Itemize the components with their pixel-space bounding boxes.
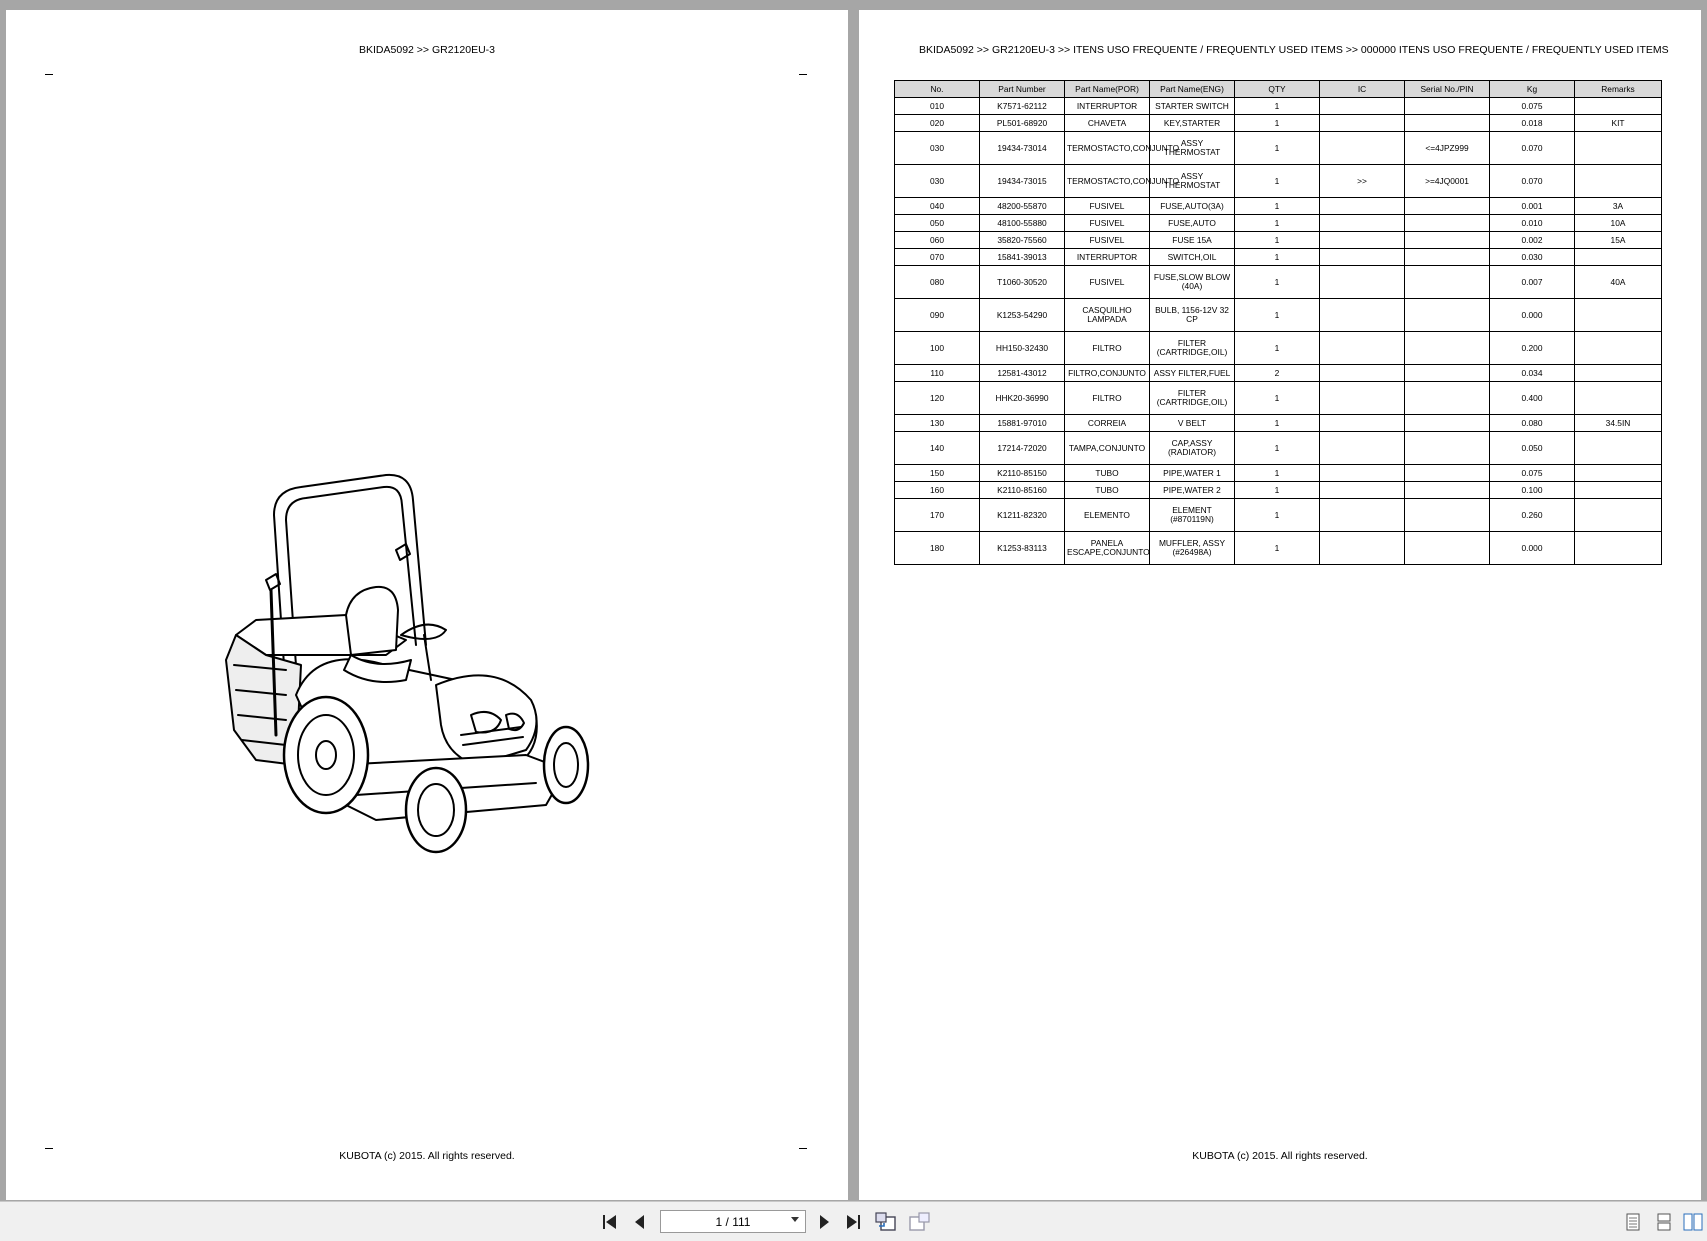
table-row: [895, 249, 1662, 266]
table-cell: ELEMENT (#870119N): [1150, 499, 1235, 532]
table-cell: 020: [895, 115, 980, 132]
table-cell: [1575, 465, 1662, 482]
table-cell: 0.400: [1490, 382, 1575, 415]
table-cell: 1: [1235, 98, 1320, 115]
column-header: Part Name(POR): [1065, 81, 1150, 98]
table-cell: FUSE 15A: [1150, 232, 1235, 249]
table-cell: 15881-97010: [980, 415, 1065, 432]
table-cell: BULB, 1156-12V 32 CP: [1150, 299, 1235, 332]
table-cell: [1575, 532, 1662, 565]
table-cell: 1: [1235, 249, 1320, 266]
column-header: Part Name(ENG): [1150, 81, 1235, 98]
table-cell: 48100-55880: [980, 215, 1065, 232]
table-cell: 0.000: [1490, 299, 1575, 332]
table-cell: K1211-82320: [980, 499, 1065, 532]
table-cell: 0.075: [1490, 465, 1575, 482]
table-cell: CHAVETA: [1065, 115, 1150, 132]
table-cell: 0.001: [1490, 198, 1575, 215]
table-cell: 40A: [1575, 266, 1662, 299]
table-cell: >>: [1320, 165, 1405, 198]
column-header: IC: [1320, 81, 1405, 98]
table-cell: PL501-68920: [980, 115, 1065, 132]
table-cell: [1405, 215, 1490, 232]
table-cell: K1253-54290: [980, 299, 1065, 332]
table-cell: 35820-75560: [980, 232, 1065, 249]
crop-mark: [45, 1148, 53, 1149]
table-cell: 1: [1235, 132, 1320, 165]
last-page-icon[interactable]: [843, 1212, 863, 1232]
table-cell: 180: [895, 532, 980, 565]
table-cell: [1320, 232, 1405, 249]
table-cell: STARTER SWITCH: [1150, 98, 1235, 115]
table-cell: 0.050: [1490, 432, 1575, 465]
table-cell: 1: [1235, 465, 1320, 482]
prev-page-icon[interactable]: [632, 1212, 648, 1232]
table-cell: 060: [895, 232, 980, 249]
back-view-icon[interactable]: [875, 1212, 897, 1232]
table-cell: [1575, 432, 1662, 465]
table-cell: 34.5IN: [1575, 415, 1662, 432]
table-cell: [1320, 365, 1405, 382]
table-cell: 120: [895, 382, 980, 415]
table-cell: 1: [1235, 382, 1320, 415]
table-cell: FUSE,AUTO: [1150, 215, 1235, 232]
table-cell: FILTER (CARTRIDGE,OIL): [1150, 382, 1235, 415]
page-indicator: 1 / 111: [715, 1214, 751, 1229]
table-cell: FILTER (CARTRIDGE,OIL): [1150, 332, 1235, 365]
table-cell: [1320, 299, 1405, 332]
parts-table: [894, 80, 1662, 565]
table-cell: 0.034: [1490, 365, 1575, 382]
table-cell: 2: [1235, 365, 1320, 382]
table-cell: [1405, 198, 1490, 215]
table-cell: [1320, 415, 1405, 432]
crop-mark: [45, 74, 53, 75]
table-cell: 12581-43012: [980, 365, 1065, 382]
table-cell: [1405, 266, 1490, 299]
table-cell: 10A: [1575, 215, 1662, 232]
column-header: Remarks: [1575, 81, 1662, 98]
table-row: [895, 415, 1662, 432]
table-cell: 1: [1235, 482, 1320, 499]
table-cell: 1: [1235, 115, 1320, 132]
table-cell: K1253-83113: [980, 532, 1065, 565]
table-cell: [1405, 299, 1490, 332]
table-cell: [1575, 299, 1662, 332]
table-row: [895, 266, 1662, 299]
table-cell: FUSIVEL: [1065, 215, 1150, 232]
table-cell: [1405, 382, 1490, 415]
table-cell: [1320, 98, 1405, 115]
table-cell: <=4JPZ999: [1405, 132, 1490, 165]
table-cell: [1575, 98, 1662, 115]
table-row: [895, 198, 1662, 215]
document-page-right: [859, 10, 1701, 1200]
table-cell: K2110-85150: [980, 465, 1065, 482]
page-footer: KUBOTA (c) 2015. All rights reserved.: [339, 1150, 515, 1162]
table-cell: [1320, 482, 1405, 499]
table-cell: KEY,STARTER: [1150, 115, 1235, 132]
table-cell: TUBO: [1065, 465, 1150, 482]
column-header: No.: [895, 81, 980, 98]
table-cell: TERMOSTACTO,CONJUNTO: [1065, 165, 1150, 198]
table-row: [895, 365, 1662, 382]
table-cell: 160: [895, 482, 980, 499]
table-row: [895, 499, 1662, 532]
column-header: QTY: [1235, 81, 1320, 98]
table-cell: 040: [895, 198, 980, 215]
table-cell: 0.018: [1490, 115, 1575, 132]
table-cell: 0.070: [1490, 165, 1575, 198]
table-cell: 140: [895, 432, 980, 465]
table-row: [895, 382, 1662, 415]
table-cell: ASSY THERMOSTAT: [1150, 132, 1235, 165]
table-cell: 0.007: [1490, 266, 1575, 299]
table-cell: [1320, 198, 1405, 215]
page-header: BKIDA5092 >> GR2120EU-3: [359, 44, 495, 56]
table-cell: FUSIVEL: [1065, 232, 1150, 249]
table-cell: [1575, 382, 1662, 415]
table-cell: 1: [1235, 332, 1320, 365]
table-cell: 0.070: [1490, 132, 1575, 165]
table-row: [895, 332, 1662, 365]
table-cell: KIT: [1575, 115, 1662, 132]
table-cell: [1320, 332, 1405, 365]
table-cell: 110: [895, 365, 980, 382]
table-cell: ASSY THERMOSTAT: [1150, 165, 1235, 198]
table-cell: 19434-73014: [980, 132, 1065, 165]
table-cell: [1320, 215, 1405, 232]
table-cell: FILTRO: [1065, 382, 1150, 415]
table-cell: [1575, 365, 1662, 382]
crop-mark: [799, 1148, 807, 1149]
table-cell: [1575, 165, 1662, 198]
table-cell: FUSIVEL: [1065, 266, 1150, 299]
table-cell: [1405, 115, 1490, 132]
table-cell: K2110-85160: [980, 482, 1065, 499]
table-row: [895, 532, 1662, 565]
table-cell: TUBO: [1065, 482, 1150, 499]
table-cell: 030: [895, 132, 980, 165]
table-cell: INTERRUPTOR: [1065, 98, 1150, 115]
table-cell: 0.030: [1490, 249, 1575, 266]
table-row: [895, 98, 1662, 115]
table-cell: PIPE,WATER 1: [1150, 465, 1235, 482]
next-page-icon[interactable]: [816, 1212, 832, 1232]
table-cell: [1405, 98, 1490, 115]
table-cell: 1: [1235, 266, 1320, 299]
continuous-page-icon[interactable]: [1655, 1212, 1673, 1232]
page-number-input[interactable]: [660, 1210, 806, 1233]
table-row: [895, 215, 1662, 232]
forward-view-icon[interactable]: [908, 1212, 930, 1232]
table-cell: CASQUILHO LAMPADA: [1065, 299, 1150, 332]
table-cell: INTERRUPTOR: [1065, 249, 1150, 266]
table-row: [895, 232, 1662, 249]
table-cell: ELEMENTO: [1065, 499, 1150, 532]
table-cell: 170: [895, 499, 980, 532]
table-cell: 0.002: [1490, 232, 1575, 249]
table-cell: FUSE,AUTO(3A): [1150, 198, 1235, 215]
table-cell: FUSE,SLOW BLOW (40A): [1150, 266, 1235, 299]
table-cell: FUSIVEL: [1065, 198, 1150, 215]
table-row: [895, 299, 1662, 332]
table-cell: 48200-55870: [980, 198, 1065, 215]
column-header: Kg: [1490, 81, 1575, 98]
table-cell: FILTRO: [1065, 332, 1150, 365]
table-cell: 1: [1235, 215, 1320, 232]
table-cell: PANELA ESCAPE,CONJUNTO: [1065, 532, 1150, 565]
table-cell: 090: [895, 299, 980, 332]
viewer-toolbar: [0, 1201, 1707, 1241]
table-cell: 1: [1235, 232, 1320, 249]
table-cell: [1405, 415, 1490, 432]
table-cell: 0.010: [1490, 215, 1575, 232]
table-cell: [1405, 532, 1490, 565]
table-cell: 17214-72020: [980, 432, 1065, 465]
table-cell: MUFFLER, ASSY (#26498A): [1150, 532, 1235, 565]
table-cell: 1: [1235, 165, 1320, 198]
table-row: [895, 465, 1662, 482]
table-cell: 15A: [1575, 232, 1662, 249]
table-cell: 1: [1235, 198, 1320, 215]
table-cell: [1320, 266, 1405, 299]
page-header: BKIDA5092 >> GR2120EU-3 >> ITENS USO FREQUENTE / FREQUENTLY USED ITEMS >> 000000 ITENS USO FREQUENTE / FREQUENTLY USED ITEMS: [919, 44, 1669, 56]
table-cell: HH150-32430: [980, 332, 1065, 365]
chevron-down-icon[interactable]: [791, 1217, 799, 1222]
column-header: Serial No./PIN: [1405, 81, 1490, 98]
table-cell: T1060-30520: [980, 266, 1065, 299]
table-cell: 1: [1235, 299, 1320, 332]
table-cell: [1405, 332, 1490, 365]
table-row: [895, 482, 1662, 499]
table-cell: 0.260: [1490, 499, 1575, 532]
table-cell: [1575, 482, 1662, 499]
table-cell: [1320, 532, 1405, 565]
table-cell: 1: [1235, 415, 1320, 432]
table-cell: 0.200: [1490, 332, 1575, 365]
table-cell: 1: [1235, 432, 1320, 465]
table-cell: 030: [895, 165, 980, 198]
table-cell: 130: [895, 415, 980, 432]
table-cell: [1320, 465, 1405, 482]
table-cell: 080: [895, 266, 980, 299]
page-footer: KUBOTA (c) 2015. All rights reserved.: [1192, 1150, 1368, 1162]
table-cell: 100: [895, 332, 980, 365]
column-header: Part Number: [980, 81, 1065, 98]
table-cell: [1320, 132, 1405, 165]
table-cell: V BELT: [1150, 415, 1235, 432]
table-row: [895, 432, 1662, 465]
table-cell: [1405, 232, 1490, 249]
table-row: [895, 115, 1662, 132]
single-page-icon[interactable]: [1625, 1212, 1641, 1232]
table-cell: 0.075: [1490, 98, 1575, 115]
table-cell: K7571-62112: [980, 98, 1065, 115]
table-cell: 1: [1235, 499, 1320, 532]
table-cell: ASSY FILTER,FUEL: [1150, 365, 1235, 382]
table-cell: [1320, 382, 1405, 415]
table-header-row: [895, 81, 1662, 98]
table-cell: [1405, 465, 1490, 482]
table-cell: 070: [895, 249, 980, 266]
table-cell: [1405, 499, 1490, 532]
table-cell: [1320, 432, 1405, 465]
table-cell: [1320, 249, 1405, 266]
table-cell: 010: [895, 98, 980, 115]
table-row: [895, 132, 1662, 165]
table-cell: [1405, 365, 1490, 382]
table-cell: [1405, 249, 1490, 266]
table-cell: 050: [895, 215, 980, 232]
crop-mark: [799, 74, 807, 75]
table-cell: 0.100: [1490, 482, 1575, 499]
table-cell: CAP,ASSY (RADIATOR): [1150, 432, 1235, 465]
table-cell: >=4JQ0001: [1405, 165, 1490, 198]
two-page-icon[interactable]: [1683, 1212, 1703, 1232]
table-cell: PIPE,WATER 2: [1150, 482, 1235, 499]
table-cell: 150: [895, 465, 980, 482]
table-cell: [1405, 432, 1490, 465]
table-cell: TAMPA,CONJUNTO: [1065, 432, 1150, 465]
table-cell: 1: [1235, 532, 1320, 565]
mower-illustration: [226, 465, 626, 875]
table-row: [895, 165, 1662, 198]
table-cell: 0.000: [1490, 532, 1575, 565]
table-cell: [1320, 115, 1405, 132]
table-cell: CORREIA: [1065, 415, 1150, 432]
table-cell: 15841-39013: [980, 249, 1065, 266]
table-cell: 19434-73015: [980, 165, 1065, 198]
first-page-icon[interactable]: [600, 1212, 620, 1232]
table-cell: SWITCH,OIL: [1150, 249, 1235, 266]
table-cell: 3A: [1575, 198, 1662, 215]
table-cell: [1320, 499, 1405, 532]
table-cell: [1575, 499, 1662, 532]
table-cell: [1405, 482, 1490, 499]
document-page-left: [6, 10, 848, 1200]
table-cell: [1575, 132, 1662, 165]
table-cell: 0.080: [1490, 415, 1575, 432]
table-cell: FILTRO,CONJUNTO: [1065, 365, 1150, 382]
table-cell: TERMOSTACTO,CONJUNTO: [1065, 132, 1150, 165]
table-cell: [1575, 332, 1662, 365]
table-cell: HHK20-36990: [980, 382, 1065, 415]
table-cell: [1575, 249, 1662, 266]
